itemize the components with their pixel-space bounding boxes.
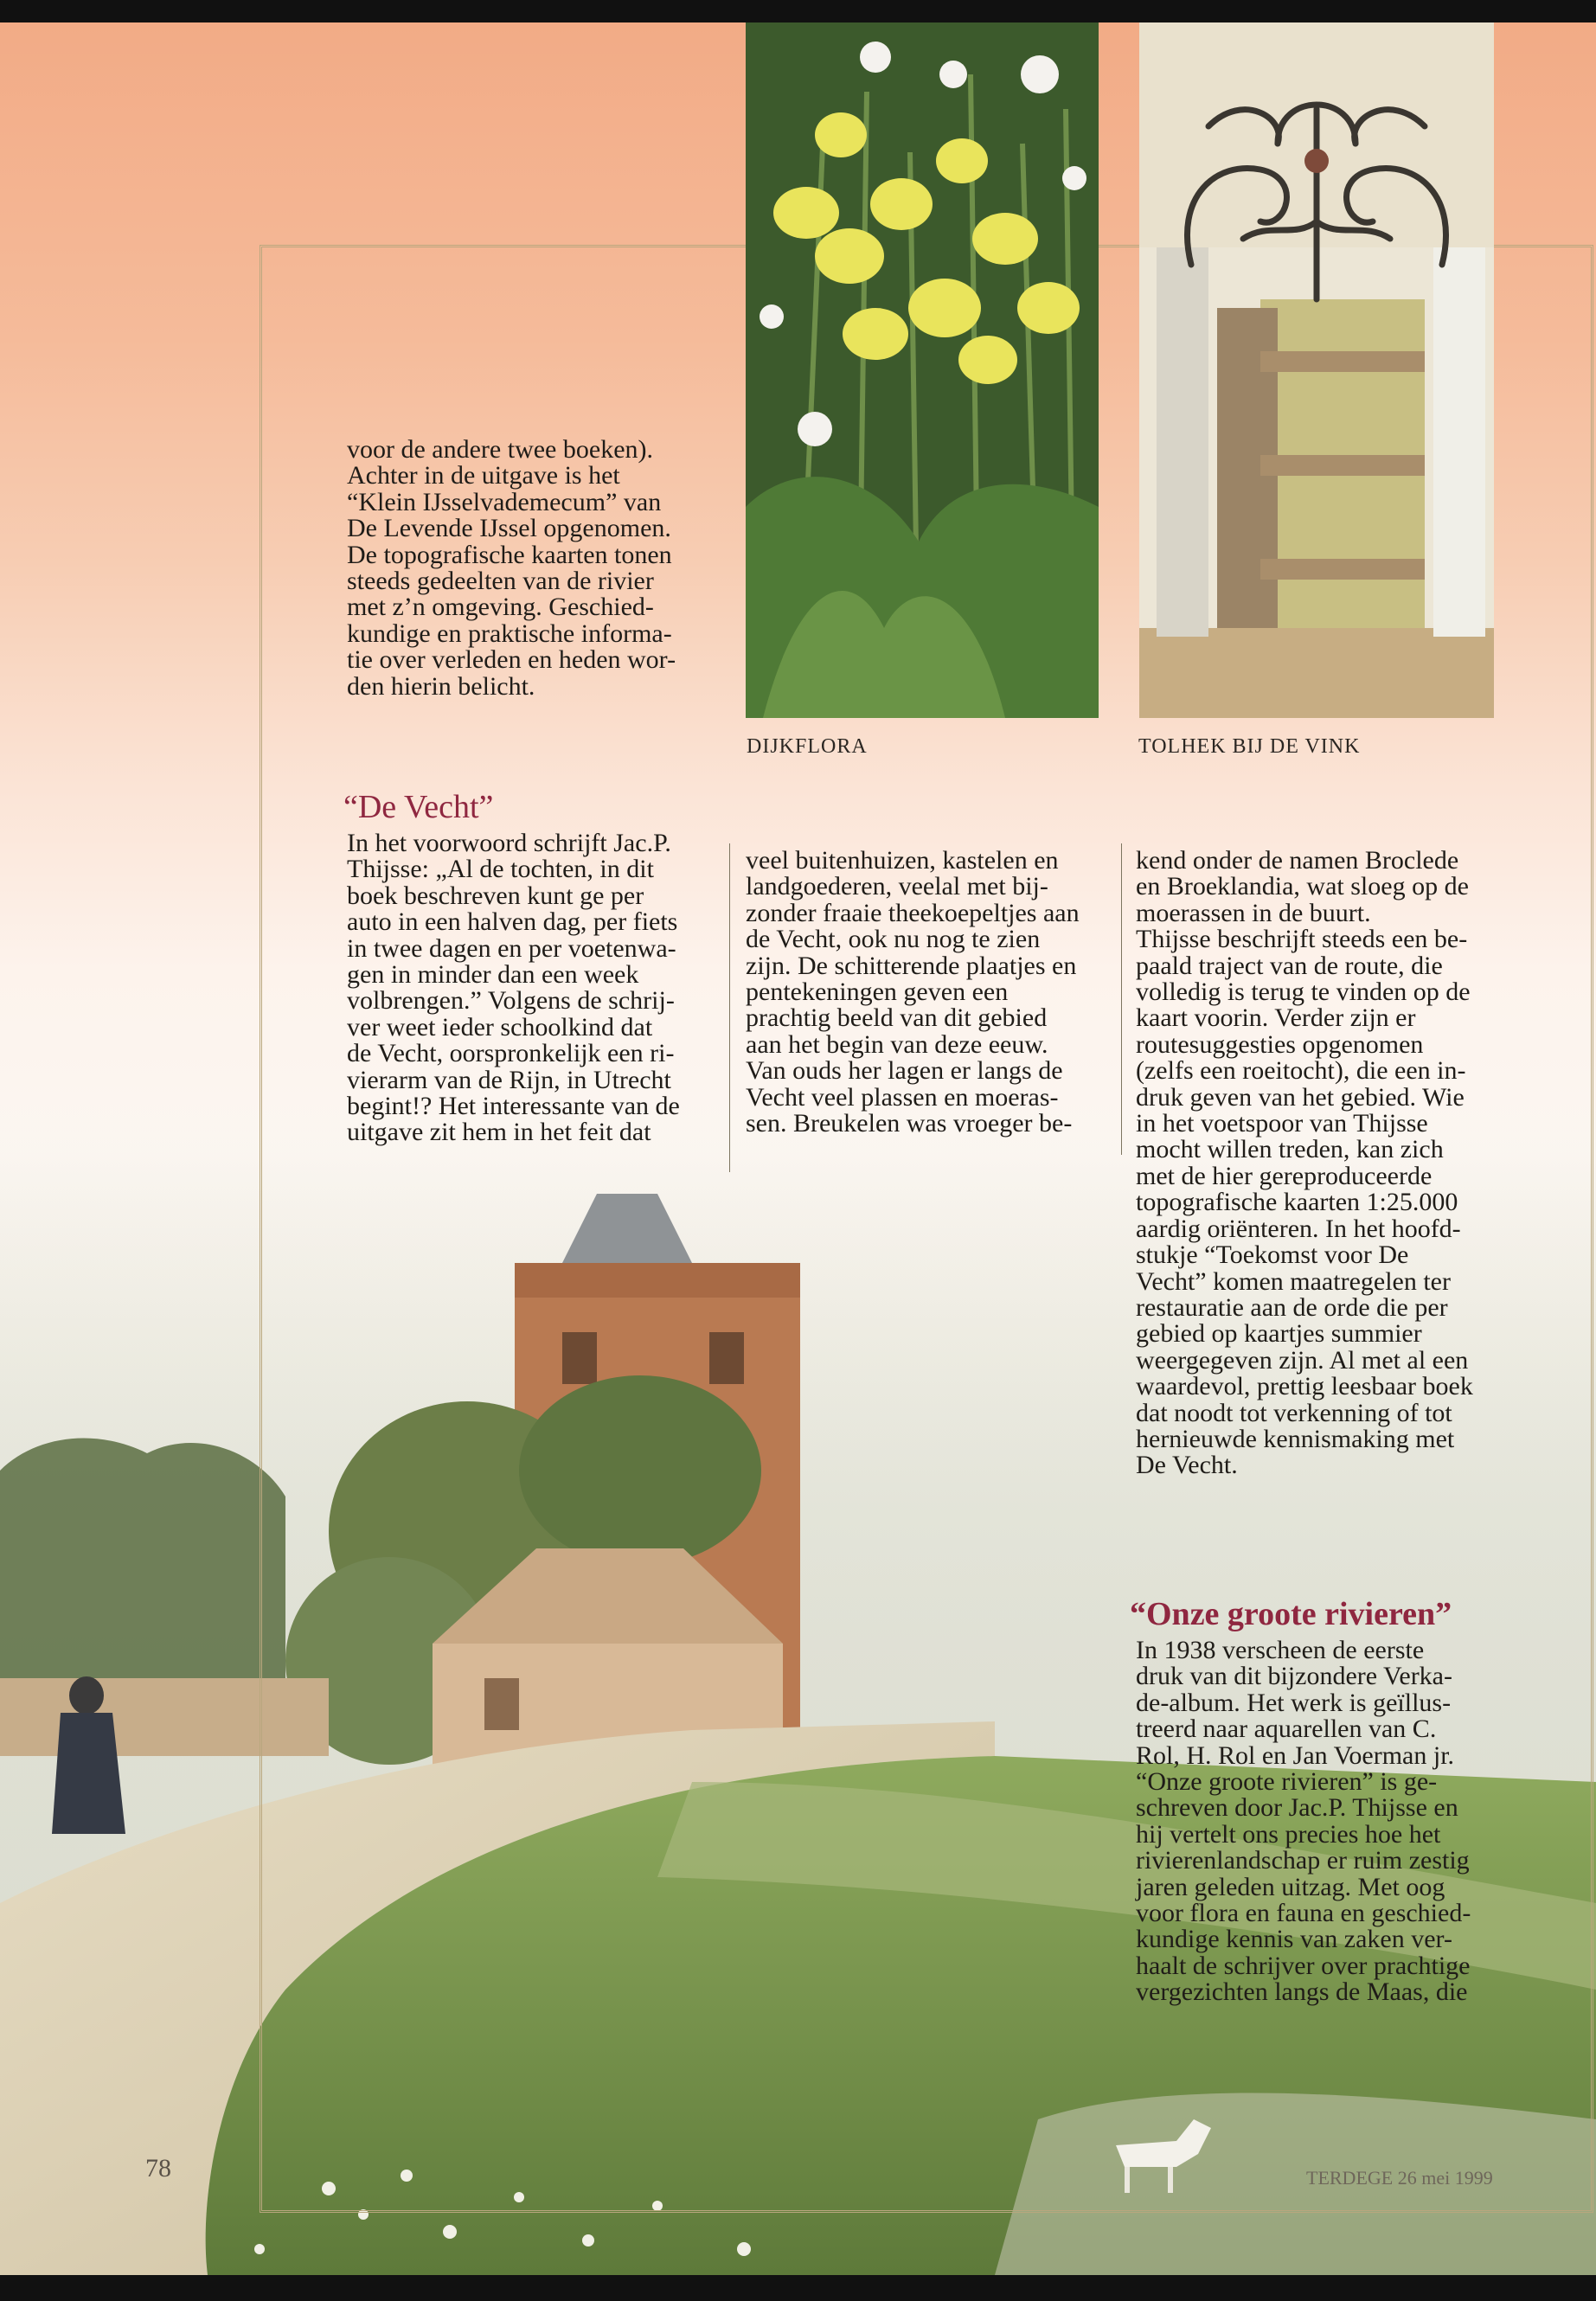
text-line: dat noodt tot verkenning of tot [1136,1398,1452,1427]
text-line: landgoederen, veelal met bij- [746,872,1048,901]
section-heading-de-vecht: “De Vecht” [343,789,494,825]
text-line: (zelfs een roeitocht), die een in- [1136,1056,1466,1086]
text-line: hij vertelt ons precies hoe het [1136,1819,1441,1849]
text-line: weergegeven zijn. Al met al een [1136,1345,1469,1375]
text-line: paald traject van de route, die [1136,951,1443,980]
text-line: druk van dit bijzondere Verka- [1136,1662,1452,1691]
text-line: waardevol, prettig leesbaar boek [1136,1372,1473,1401]
text-line: De topografische kaarten tonen [347,540,672,569]
text-line: vergezichten langs de Maas, die [1136,1977,1468,2007]
text-line: de-album. Het werk is geïllus- [1136,1688,1452,1717]
scan-top-edge [0,0,1596,22]
text-line: volbrengen.” Volgens de schrij- [347,986,675,1016]
text-line: steeds gedeelten van de rivier [347,567,654,596]
text-line: tie over verleden en heden wor- [347,645,676,675]
text-line: uitgave zit hem in het feit dat [347,1118,651,1147]
text-line: jaren geleden uitzag. Met oog [1136,1872,1445,1901]
text-line: kaart voorin. Verder zijn er [1136,1003,1416,1033]
scan-bottom-edge [0,2275,1596,2301]
text-line: “Onze groote rivieren” is ge- [1136,1767,1438,1797]
text-line: boek beschreven kunt ge per [347,881,644,910]
text-line: Vecht” komen maatregelen ter [1136,1266,1451,1296]
page-number: 78 [145,2154,171,2182]
text-line: Thijsse beschrijft steeds een be- [1136,925,1468,954]
text-line: prachtig beeld van dit gebied [746,1003,1048,1033]
column-divider [1121,843,1122,1155]
text-line: Van ouds her lagen er langs de [746,1056,1063,1086]
text-line: pentekeningen geven een [746,977,1009,1007]
section-heading-onze-groote-rivieren: “Onze groote rivieren” [1130,1596,1452,1632]
text-line: auto in een halven dag, per fiets [347,907,678,937]
text-line: voor flora en fauna en geschied- [1136,1899,1471,1928]
text-line: zijn. De schitterende plaatjes en [746,951,1077,980]
flora-photo [746,22,1099,718]
text-line: De Vecht. [1136,1451,1238,1480]
text-line: aan het begin van deze eeuw. [746,1029,1048,1059]
text-line: gen in minder dan een week [347,960,639,990]
text-line: veel buitenhuizen, kastelen en [746,846,1059,875]
column-divider [729,843,730,1172]
text-line: kundige kennis van zaken ver- [1136,1925,1452,1954]
text-line: de Vecht, ook nu nog te zien [746,925,1041,954]
text-line: kundige en praktische informa- [347,619,672,648]
gate-caption: TOLHEK BIJ DE VINK [1138,735,1361,758]
text-line: de Vecht, oorspronkelijk een ri- [347,1039,675,1068]
text-line: moerassen in de buurt. [1136,898,1371,927]
text-line: topografische kaarten 1:25.000 [1136,1188,1458,1217]
text-line: rivierenlandschap er ruim zestig [1136,1846,1470,1875]
text-line: volledig is terug te vinden op de [1136,977,1471,1007]
text-line: Achter in de uitgave is het [347,461,620,490]
text-line: stukje “Toekomst voor De [1136,1240,1409,1270]
text-line: schreven door Jac.P. Thijsse en [1136,1793,1458,1823]
text-line: voor de andere twee boeken). [347,435,653,464]
flora-caption: DIJKFLORA [747,735,868,758]
text-line: gebied op kaartjes summier [1136,1319,1422,1349]
text-line: “Klein IJsselvademecum” van [347,487,662,516]
text-line: hernieuwde kennismaking met [1136,1424,1455,1453]
text-line: aardig oriënteren. In het hoofd- [1136,1214,1461,1243]
text-line: begint!? Het interessante van de [347,1092,680,1121]
text-line: treerd naar aquarellen van C. [1136,1715,1437,1744]
text-line: restauratie aan de orde die per [1136,1292,1448,1322]
text-line: in twee dagen en per voetenwa- [347,933,676,963]
text-line: ver weet ieder schoolkind dat [347,1012,653,1042]
text-line: met de hier gereproduceerde [1136,1161,1433,1190]
text-line: In 1938 verscheen de eerste [1136,1636,1425,1664]
text-line: haalt de schrijver over prachtige [1136,1951,1471,1980]
text-line: Vecht veel plassen en moeras- [746,1082,1059,1112]
column-1-intro [347,437,710,700]
text-line: kend onder de namen Broclede [1136,846,1459,875]
text-line: en Broeklandia, wat sloeg op de [1136,872,1469,901]
text-line: In het voorwoord schrijft Jac.P. [347,829,671,857]
text-line: in het voetspoor van Thijsse [1136,1109,1428,1138]
text-line: druk geven van het gebied. Wie [1136,1082,1465,1112]
column-2 [746,848,1118,1137]
gate-painting [1139,22,1494,718]
text-line: zonder fraaie theekoepeltjes aan [746,898,1080,927]
text-line: mocht willen treden, kan zich [1136,1135,1444,1164]
text-line: sen. Breukelen was vroeger be- [746,1109,1073,1138]
column-3-continued [1136,1638,1525,2006]
text-line: Thijsse: „Al de tochten, in dit [347,855,654,884]
column-1-body [347,830,710,1146]
text-line: den hierin belicht. [347,671,535,701]
issue-label: TERDEGE 26 mei 1999 [1306,2167,1493,2189]
text-line: vierarm van de Rijn, in Utrecht [347,1065,671,1094]
text-line: De Levende IJssel opgenomen. [347,514,671,543]
text-line: Rol, H. Rol en Jan Voerman jr. [1136,1740,1455,1770]
column-3 [1136,848,1525,1479]
text-line: routesuggesties opgenomen [1136,1029,1424,1059]
text-line: met z’n omgeving. Geschied- [347,593,654,622]
